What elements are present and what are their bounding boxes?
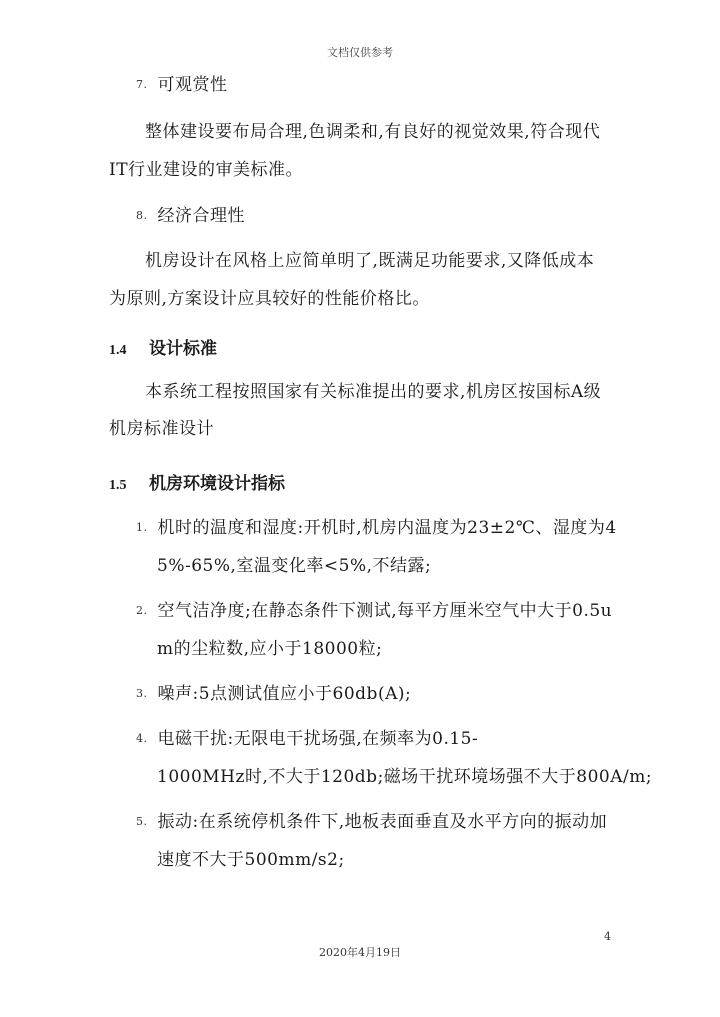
list-number: 2. bbox=[136, 604, 148, 617]
list-item bbox=[136, 513, 617, 538]
paragraph-line: 为原则,方案设计应具较好的性能价格比。 bbox=[109, 289, 430, 309]
list-text: 电磁干扰:无限电干扰场强,在频率为0.15- bbox=[157, 729, 479, 749]
section-number: 1.5 bbox=[109, 478, 127, 493]
list-number: 5. bbox=[136, 815, 148, 828]
section-heading-1-5 bbox=[109, 469, 285, 494]
list-item bbox=[136, 724, 478, 749]
page-header: 文档仅供参考 bbox=[327, 46, 393, 59]
paragraph-line: 机房标准设计 bbox=[109, 419, 214, 439]
section-title: 机房环境设计指标 bbox=[149, 474, 285, 494]
list-text-continuation: 1000MHz时,不大于120db;磁场干扰环境场强不大于800A/m; bbox=[157, 767, 653, 787]
list-text-continuation: m的尘粒数,应小于18000粒; bbox=[157, 639, 383, 659]
list-number: 3. bbox=[136, 687, 148, 700]
list-text: 空气洁净度;在静态条件下测试,每平方厘米空气中大于0.5u bbox=[157, 601, 613, 621]
paragraph-line: 整体建设要布局合理,色调柔和,有良好的视觉效果,符合现代 bbox=[145, 122, 601, 142]
list-text: 振动:在系统停机条件下,地板表面垂直及水平方向的振动加 bbox=[157, 812, 608, 832]
section-heading-1-4 bbox=[109, 334, 217, 359]
list-text: 噪声:5点测试值应小于60db(A); bbox=[157, 684, 412, 704]
paragraph-line: 机房设计在风格上应简单明了,既满足功能要求,又降低成本 bbox=[145, 251, 595, 271]
list-item bbox=[136, 807, 607, 832]
list-text-continuation: 速度不大于500mm/s2; bbox=[157, 850, 345, 870]
paragraph-line: 本系统工程按照国家有关标准提出的要求,机房区按国标A级 bbox=[145, 382, 602, 402]
section-number: 1.4 bbox=[109, 343, 127, 358]
list-item bbox=[136, 679, 411, 704]
list-number: 1. bbox=[136, 521, 148, 534]
item-number: 7. bbox=[136, 78, 148, 91]
list-text: 机时的温度和湿度:开机时,机房内温度为23±2℃、湿度为4 bbox=[157, 518, 617, 538]
section-title: 设计标准 bbox=[149, 339, 217, 359]
item-number: 8. bbox=[136, 209, 148, 222]
item-8 bbox=[136, 201, 245, 226]
item-7 bbox=[136, 70, 228, 95]
page-footer-date: 2020年4月19日 bbox=[319, 946, 401, 959]
list-item bbox=[136, 596, 612, 621]
list-number: 4. bbox=[136, 732, 148, 745]
item-title: 可观赏性 bbox=[157, 75, 228, 95]
item-title: 经济合理性 bbox=[157, 206, 245, 226]
list-text-continuation: 5%-65%,室温变化率<5%,不结露; bbox=[157, 556, 432, 576]
page-number: 4 bbox=[604, 930, 611, 943]
paragraph-line: IT行业建设的审美标准。 bbox=[109, 160, 304, 180]
